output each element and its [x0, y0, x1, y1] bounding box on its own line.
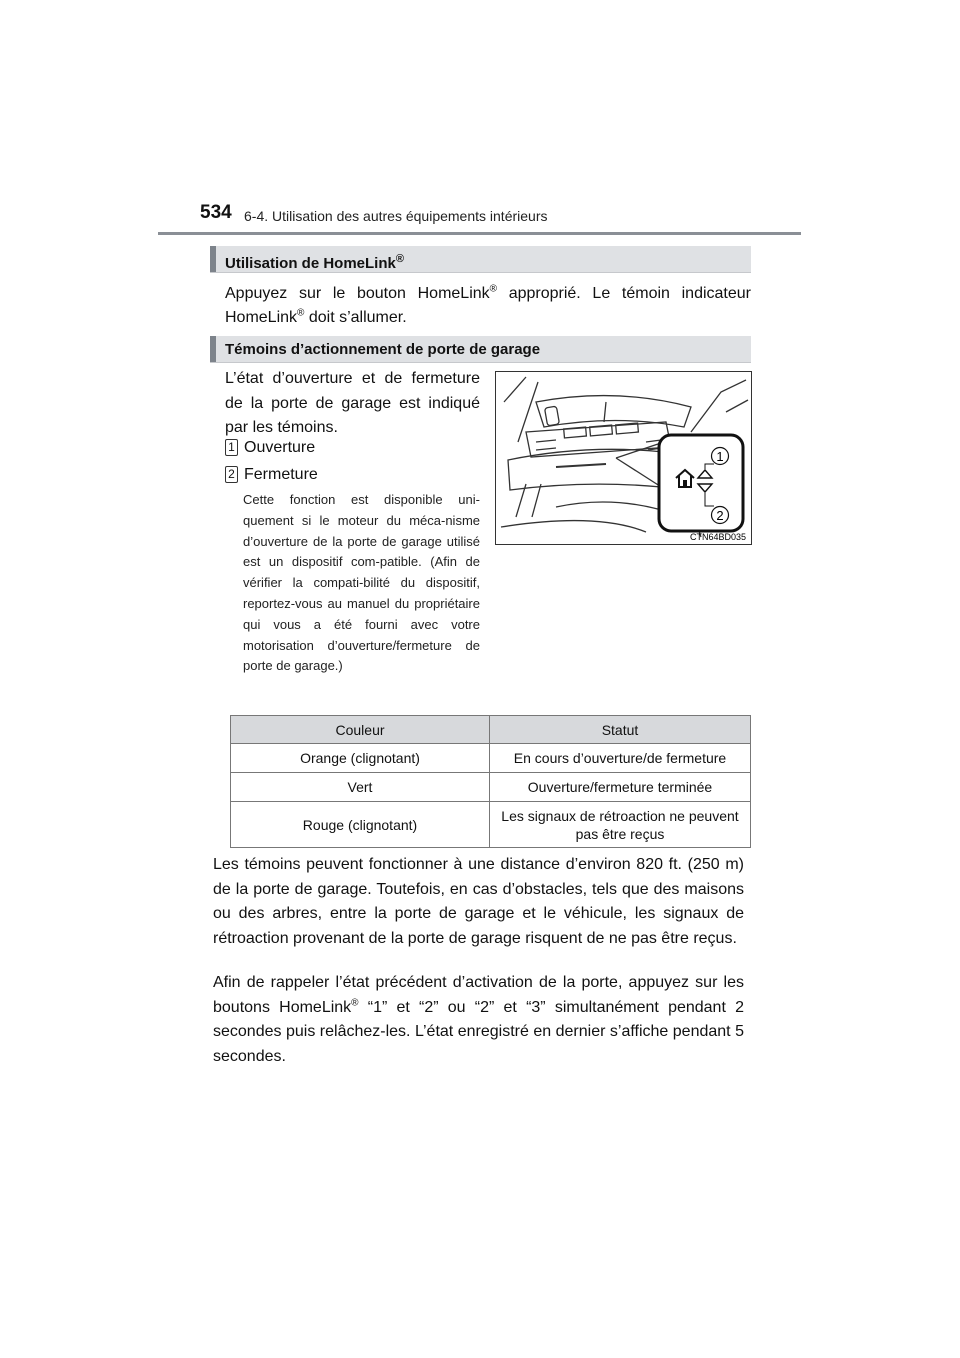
homelink-instruction — [225, 282, 751, 330]
console-drawing — [496, 372, 751, 544]
section-heading-garage-door — [210, 336, 751, 363]
table-row — [231, 744, 751, 773]
list-item-close — [225, 466, 318, 486]
overhead-console-illustration — [495, 371, 752, 545]
list-item-label: Fermeture — [244, 466, 318, 483]
illustration-code: CTN64BD035 — [689, 532, 746, 542]
section-heading-homelink — [210, 246, 751, 273]
section-heading-text: Utilisation de HomeLink — [225, 255, 396, 272]
registered-mark: ® — [297, 307, 305, 319]
column-header-status: Statut — [490, 716, 751, 744]
registered-mark: ® — [395, 253, 404, 265]
registered-mark: ® — [351, 997, 359, 1009]
table-row — [231, 802, 751, 848]
text-run: Afin de rappeler l’état précédent d’activation de la porte, appuyez sur les boutons HomeLink — [213, 974, 744, 1016]
table-header-row — [231, 716, 751, 744]
header-rule — [158, 232, 801, 235]
text-run: Appuyez sur le bouton HomeLink — [225, 285, 490, 302]
recall-status-paragraph — [213, 971, 744, 1069]
callout-2: 2 — [716, 508, 724, 523]
table-cell: Rouge (clignotant) — [231, 802, 490, 848]
callout-number: 1 — [225, 439, 238, 456]
table-cell: En cours d’ouverture/de fermeture — [490, 744, 751, 773]
page-number: 534 — [200, 202, 232, 223]
column-header-color: Couleur — [231, 716, 490, 744]
range-paragraph: Les témoins peuvent fonctionner à une distance d’environ 820 ft. (250 m) de la porte de garage. Toutefois, en cas d’obstacles, tels que des maisons ou des arbres, entre la porte de garage et le véhicule, les signaux de rétroaction provenant de la porte de garage risquent de ne pas être reçus. — [213, 856, 744, 947]
table-cell: Ouverture/fermeture terminée — [490, 773, 751, 802]
callout-number: 2 — [225, 466, 238, 483]
indicator-intro: L’état d’ouverture et de fermeture de la porte de garage est indiqué par les témoins. — [225, 370, 480, 436]
registered-mark: ® — [489, 283, 498, 295]
callout-1: 1 — [716, 449, 724, 464]
list-item-label: Ouverture — [244, 439, 316, 456]
table-row — [231, 773, 751, 802]
text-run: doit s’allumer. — [304, 309, 407, 326]
text-run: “1” et “2” ou “2” et “3” simultanément pendant 2 secondes puis relâchez-les. L’état enregistré en dernier s’affiche pendant 5 secondes. — [213, 998, 744, 1065]
list-item-open — [225, 439, 315, 459]
chapter-title: 6-4. Utilisation des autres équipements intérieurs — [244, 208, 548, 224]
text-run: approprié. Le témoin indicateur HomeLink — [225, 285, 751, 326]
table-cell: Vert — [231, 773, 490, 802]
table-cell: Orange (clignotant) — [231, 744, 490, 773]
compatibility-note: Cette fonction est disponible uni-quement si le moteur du méca-nisme d’ouverture de la porte de garage utilisé est un dispositif com-patible. (Afin de vérifier la compati-bilité du dispositif, reportez-vous au manuel du propriétaire qui vous a été fourni avec votre motorisation d’ouverture/fermeture de porte de garage.) — [243, 492, 480, 674]
indicator-status-table — [230, 715, 751, 848]
table-cell: Les signaux de rétroaction ne peuvent pas être reçus — [490, 802, 751, 848]
section-heading-text: Témoins d’actionnement de porte de garage — [225, 341, 541, 358]
